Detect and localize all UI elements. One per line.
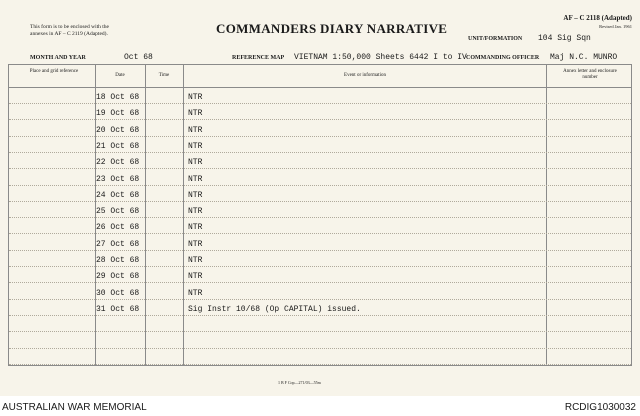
entry-date: 21 Oct 68: [96, 141, 140, 151]
table-row: [9, 269, 631, 285]
entry-event: NTR: [188, 272, 203, 282]
entry-event: NTR: [188, 93, 203, 102]
entry-event: NTR: [188, 141, 203, 151]
entry-event: Sig Instr 10/68 (Op CAPITAL) issued.: [188, 304, 361, 314]
entry-event: NTR: [188, 207, 203, 217]
form-note-line-1: This form is to be enclosed with the: [30, 24, 109, 30]
entry-date: 26 Oct 68: [96, 223, 140, 233]
entry-date: 23 Oct 68: [96, 174, 140, 184]
table-row: [9, 155, 631, 171]
form-code: AF – C 2118 (Adapted): [563, 14, 632, 22]
table-row: [9, 90, 631, 106]
entry-date: 29 Oct 68: [96, 272, 140, 282]
form-revised: Revised Jan. 1961: [599, 24, 632, 29]
month-value: Oct 68: [124, 53, 153, 62]
diary-table: [8, 64, 632, 366]
ref-map-value: VIETNAM 1:50,000 Sheets 6442 I to IV: [294, 53, 467, 62]
table-row: [9, 237, 631, 253]
col-header-date: Date: [115, 73, 125, 78]
form-note: [30, 24, 109, 38]
entry-date: 18 Oct 68: [96, 93, 140, 102]
table-row: [9, 286, 631, 302]
unit-label: UNIT/FORMATION: [468, 36, 523, 42]
table-row: [9, 139, 631, 155]
col-header-annex: Annex letter and enclosure number: [563, 69, 617, 80]
entry-date: 24 Oct 68: [96, 190, 140, 200]
table-row: [9, 302, 631, 318]
ref-map-label: REFERENCE MAP: [232, 55, 285, 61]
entry-date: 25 Oct 68: [96, 207, 140, 217]
table-row: [9, 188, 631, 204]
entry-date: 19 Oct 68: [96, 109, 140, 119]
form-title: COMMANDERS DIARY NARRATIVE: [216, 21, 448, 36]
print-footer: 1 B F Cop—271/03—55m: [278, 380, 321, 385]
co-value: Maj N.C. MUNRO: [550, 53, 618, 62]
table-row: [9, 204, 631, 220]
table-row: [9, 106, 631, 122]
entry-event: NTR: [188, 174, 203, 184]
header-divider: [9, 87, 631, 88]
ruled-line: [9, 348, 631, 349]
credit-right: RCDIG1030032: [564, 402, 636, 413]
table-row: [9, 253, 631, 269]
ruled-line: [9, 364, 631, 365]
entry-date: 30 Oct 68: [96, 288, 140, 298]
entry-date: 31 Oct 68: [96, 304, 140, 314]
month-label: MONTH AND YEAR: [30, 55, 86, 61]
ruled-line: [9, 331, 631, 332]
entry-date: 22 Oct 68: [96, 158, 140, 168]
col-header-place: Place and grid reference: [29, 69, 79, 74]
entry-event: NTR: [188, 256, 203, 265]
entry-event: NTR: [188, 288, 203, 298]
col-header-time: Time: [158, 73, 170, 78]
entry-date: 28 Oct 68: [96, 256, 140, 265]
entry-event: NTR: [188, 190, 203, 200]
entry-event: NTR: [188, 223, 203, 233]
table-row: [9, 123, 631, 139]
credit-left: AUSTRALIAN WAR MEMORIAL: [2, 402, 147, 413]
col-header-event: Event or information: [344, 73, 386, 78]
entry-event: NTR: [188, 125, 203, 135]
entry-event: NTR: [188, 158, 203, 168]
entry-date: 20 Oct 68: [96, 125, 140, 135]
entry-event: NTR: [188, 239, 203, 249]
table-row: [9, 172, 631, 188]
entry-event: NTR: [188, 109, 203, 119]
table-row: [9, 220, 631, 236]
co-label: COMMANDING OFFICER: [466, 55, 540, 61]
form-note-line-2: annexes in AF – C 2119 (Adapted).: [30, 31, 108, 37]
entry-date: 27 Oct 68: [96, 239, 140, 249]
unit-value: 104 Sig Sqn: [538, 34, 591, 43]
